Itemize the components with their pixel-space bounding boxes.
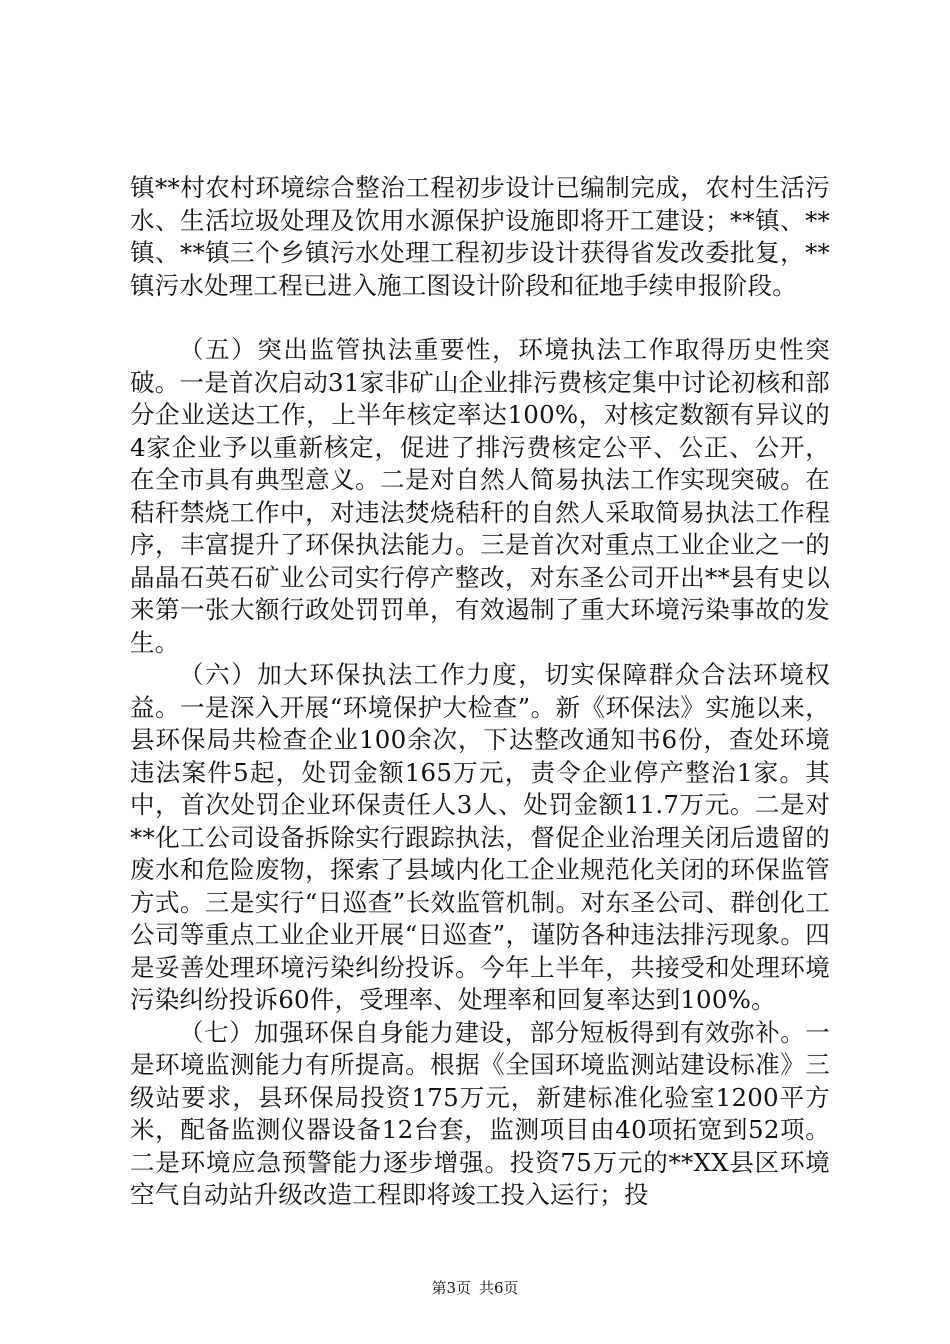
paragraph-continuation: 镇**村农村环境综合整治工程初步设计已编制完成，农村生活污水、生活垃圾处理及饮用水源保护设施即将开工建设；**镇、**镇、**镇三个乡镇污水处理工程初步设计获得省发改委批复，**镇污水处理工程已进入施工图设计阶段和征地手续申报阶段。 (130, 173, 830, 300)
paragraph-section-seven: （七）加强环保自身能力建设，部分短板得到有效弥补。一是环境监测能力有所提高。根据《全国环境监测站建设标准》三级站要求，县环保局投资175万元，新建标准化验室1200平方米，配备监测仪器设备12台套，监测项目由40项拓宽到52项。二是环境应急预警能力逐步增强。投资75万元的**XX县区环境空气自动站升级改造工程即将竣工投入运行；投 (130, 1017, 830, 1209)
page-number: 第3页 (431, 1279, 471, 1297)
page-footer (0, 1278, 950, 1298)
page-total: 共6页 (479, 1279, 519, 1297)
document-body (130, 172, 830, 1212)
paragraph-gap (130, 302, 830, 334)
paragraph-section-six: （六）加大环保执法工作力度，切实保障群众合法环境权益。一是深入开展“环境保护大检查”。新《环保法》实施以来，县环保局共检查企业100余次，下达整改通知书6份，查处环境违法案件5起，处罚金额165万元，责令企业停产整治1家。其中，首次处罚企业环保责任人3人、处罚金额11.7万元。二是对**化工公司设备拆除实行跟踪执法，督促企业治理关闭后遗留的废水和危险废物，探索了县域内化工企业规范化关闭的环保监管方式。三是实行“日巡查”长效监管机制。对东圣公司、群创化工公司等重点工业企业开展“日巡查”，谨防各种违法排污现象。四是妥善处理环境污染纠纷投诉。今年上半年，共接受和处理环境污染纠纷投诉60件，受理率、处理率和回复率达到100%。 (130, 660, 830, 1014)
paragraph-section-five: （五）突出监管执法重要性，环境执法工作取得历史性突破。一是首次启动31家非矿山企业排污费核定集中讨论初核和部分企业送达工作，上半年核定率达100%，对核定数额有异议的4家企业予以重新核定，促进了排污费核定公平、公正、公开，在全市具有典型意义。二是对自然人简易执法工作实现突破。在秸秆禁烧工作中，对违法焚烧秸秆的自然人采取简易执法工作程序，丰富提升了环保执法能力。三是首次对重点工业企业之一的晶晶石英石矿业公司实行停产整改，对东圣公司开出**县有史以来第一张大额行政处罚罚单，有效遏制了重大环境污染事故的发生。 (130, 335, 830, 657)
